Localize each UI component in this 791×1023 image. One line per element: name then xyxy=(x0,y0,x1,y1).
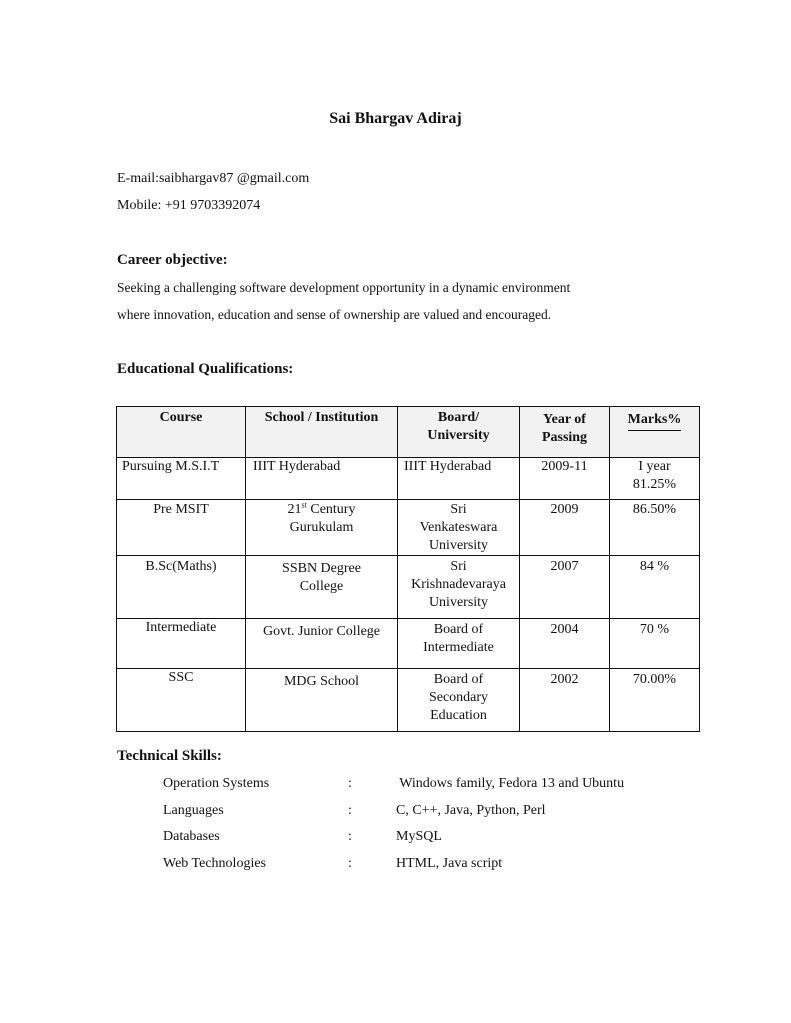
col-header-year xyxy=(520,407,610,458)
cell-marks-line-2: 81.25% xyxy=(632,477,677,492)
col-header-school xyxy=(246,407,398,458)
skill-key: Databases xyxy=(163,829,220,844)
skill-value: Windows family, Fedora 13 and Ubuntu xyxy=(396,776,625,791)
cell-school-ordinal: st xyxy=(301,500,307,510)
cell-school: Govt. Junior College xyxy=(246,619,398,669)
skill-separator: : xyxy=(348,829,352,844)
career-objective-line-2: where innovation, education and sense of ownership are valued and encouraged. xyxy=(117,307,552,322)
skill-separator: : xyxy=(348,803,352,818)
table-row xyxy=(117,669,700,732)
skill-key: Web Technologies xyxy=(163,856,266,871)
cell-board xyxy=(398,669,520,732)
skill-row-web-technologies xyxy=(163,856,723,876)
cell-board-line-2: Krishnadevaraya xyxy=(411,577,506,592)
cell-course: SSC xyxy=(117,669,246,732)
cell-board-line-1: Board of xyxy=(433,672,484,687)
cell-course: Pursuing M.S.I.T xyxy=(117,458,246,500)
cell-marks: 84 % xyxy=(610,556,700,619)
col-header-year-line-1: Year of xyxy=(543,412,586,427)
table-row xyxy=(117,556,700,619)
table-row xyxy=(117,458,700,500)
education-table xyxy=(116,406,700,732)
cell-marks-line-1: I year xyxy=(638,459,671,474)
cell-marks: 86.50% xyxy=(610,500,700,556)
col-header-year-line-2: Passing xyxy=(541,430,588,445)
skill-row-languages xyxy=(163,803,723,823)
career-objective-line-1: Seeking a challenging software development opportunity in a dynamic environment xyxy=(117,280,571,295)
skill-value: C, C++, Java, Python, Perl xyxy=(396,803,546,818)
cell-board xyxy=(398,619,520,669)
cell-board: IIIT Hyderabad xyxy=(398,458,520,500)
col-header-marks-label: Marks% xyxy=(628,411,682,431)
skill-row-databases xyxy=(163,829,723,849)
cell-board xyxy=(398,500,520,556)
skill-separator: : xyxy=(348,776,352,791)
cell-year: 2009 xyxy=(520,500,610,556)
technical-skills-heading: Technical Skills: xyxy=(117,748,222,764)
cell-board-line-2: Secondary xyxy=(428,690,489,705)
skill-value: HTML, Java script xyxy=(396,856,503,871)
skill-separator: : xyxy=(348,856,352,871)
cell-course: Pre MSIT xyxy=(117,500,246,556)
cell-year: 2009-11 xyxy=(520,458,610,500)
skill-key: Operation Systems xyxy=(163,776,270,791)
skill-row-operating-systems xyxy=(163,776,723,796)
col-header-board-line-1: Board/ xyxy=(437,410,480,425)
cell-school xyxy=(246,500,398,556)
cell-board-line-2: Venkateswara xyxy=(419,520,498,535)
table-row xyxy=(117,500,700,556)
cell-school-rest: Century xyxy=(306,502,356,517)
col-header-course xyxy=(117,407,246,458)
table-row xyxy=(117,619,700,669)
cell-board-line-2: Intermediate xyxy=(423,640,494,655)
cell-board-line-3: Education xyxy=(430,708,487,723)
education-table-header-row xyxy=(117,407,700,458)
cell-board xyxy=(398,556,520,619)
candidate-name: Sai Bhargav Adiraj xyxy=(329,110,462,127)
col-header-school-label: School / Institution xyxy=(264,410,379,425)
cell-school-line-2: College xyxy=(299,579,344,594)
cell-course: Intermediate xyxy=(117,619,246,669)
career-objective-heading: Career objective: xyxy=(117,252,228,268)
cell-school-line-2: Gurukulam xyxy=(289,520,354,535)
email-line: E-mail:saibhargav87 @gmail.com xyxy=(117,171,310,186)
cell-board-line-3: University xyxy=(428,538,489,553)
cell-year: 2007 xyxy=(520,556,610,619)
col-header-board-line-2: University xyxy=(427,428,490,443)
cell-marks xyxy=(610,458,700,500)
cell-school: IIIT Hyderabad xyxy=(246,458,398,500)
cell-year: 2004 xyxy=(520,619,610,669)
cell-course: B.Sc(Maths) xyxy=(117,556,246,619)
skill-value: MySQL xyxy=(396,829,442,844)
col-header-board xyxy=(398,407,520,458)
cell-year: 2002 xyxy=(520,669,610,732)
cell-marks: 70 % xyxy=(610,619,700,669)
education-heading: Educational Qualifications: xyxy=(117,361,294,377)
cell-school: MDG School xyxy=(246,669,398,732)
cell-board-line-3: University xyxy=(428,595,489,610)
col-header-course-label: Course xyxy=(159,410,203,425)
cell-marks: 70.00% xyxy=(610,669,700,732)
cell-school xyxy=(246,556,398,619)
cell-board-line-1: Sri xyxy=(450,502,467,517)
skill-key: Languages xyxy=(163,803,224,818)
cell-board-line-1: Sri xyxy=(450,559,467,574)
cell-board-line-1: Board of xyxy=(433,622,484,637)
mobile-line: Mobile: +91 9703392074 xyxy=(117,198,261,213)
col-header-marks xyxy=(610,407,700,458)
cell-school-line-1: SSBN Degree xyxy=(282,561,361,576)
cell-school-line-1 xyxy=(249,501,394,519)
cell-school-number: 21 xyxy=(287,502,302,517)
